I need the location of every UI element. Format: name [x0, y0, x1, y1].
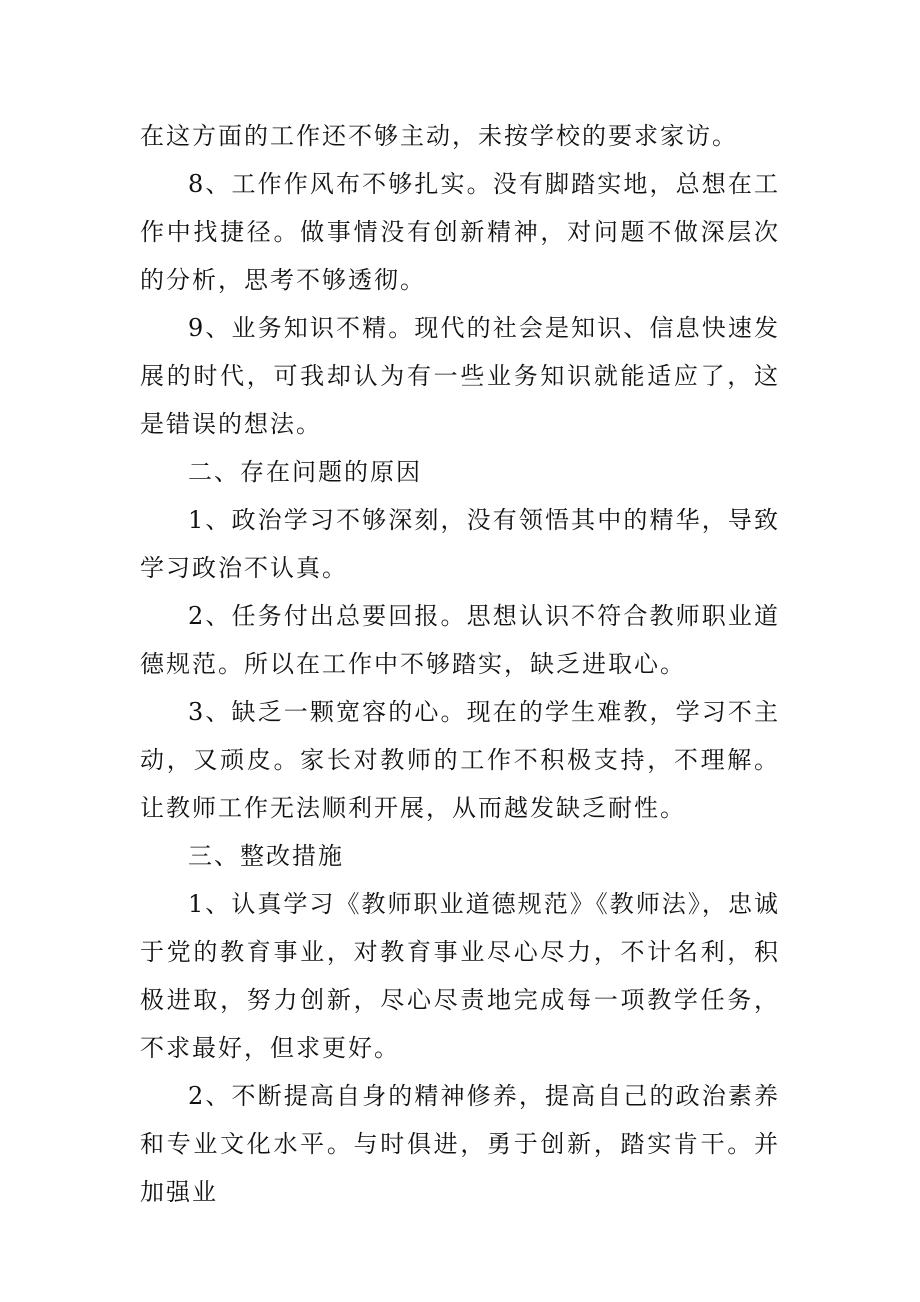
- paragraph-continuation: 在这方面的工作还不够主动，未按学校的要求家访。: [140, 122, 738, 150]
- paragraph-measure-2: 2、不断提高自身的精神修养，提高自己的政治素养和专业文化水平。与时俱进，勇于创新，踏实肯干。并加强业: [140, 1082, 780, 1206]
- document-body: [140, 112, 780, 1216]
- paragraph-measure-1: 1、认真学习《教师职业道德规范》《教师法》，忠诚于党的教育事业，对教育事业尽心尽力，不计名利，积极进取，努力创新，尽心尽责地完成每一项教学任务，不求最好，但求更好。: [140, 890, 780, 1062]
- paragraph-item-9: 9、业务知识不精。现代的社会是知识、信息快速发展的时代，可我却认为有一些业务知识就能适应了，这是错误的想法。: [140, 314, 780, 438]
- paragraph-cause-1: 1、政治学习不够深刻，没有领悟其中的精华，导致学习政治不认真。: [140, 506, 780, 582]
- section-heading-measures: 三、整改措施: [188, 842, 344, 870]
- section-heading-causes: 二、存在问题的原因: [188, 458, 422, 486]
- paragraph-cause-2: 2、任务付出总要回报。思想认识不符合教师职业道德规范。所以在工作中不够踏实，缺乏进取心。: [140, 602, 780, 678]
- paragraph-cause-3: 3、缺乏一颗宽容的心。现在的学生难教，学习不主动，又顽皮。家长对教师的工作不积极支持，不理解。让教师工作无法顺利开展，从而越发缺乏耐性。: [140, 698, 780, 822]
- paragraph-item-8: 8、工作作风布不够扎实。没有脚踏实地，总想在工作中找捷径。做事情没有创新精神，对问题不做深层次的分析，思考不够透彻。: [140, 170, 780, 294]
